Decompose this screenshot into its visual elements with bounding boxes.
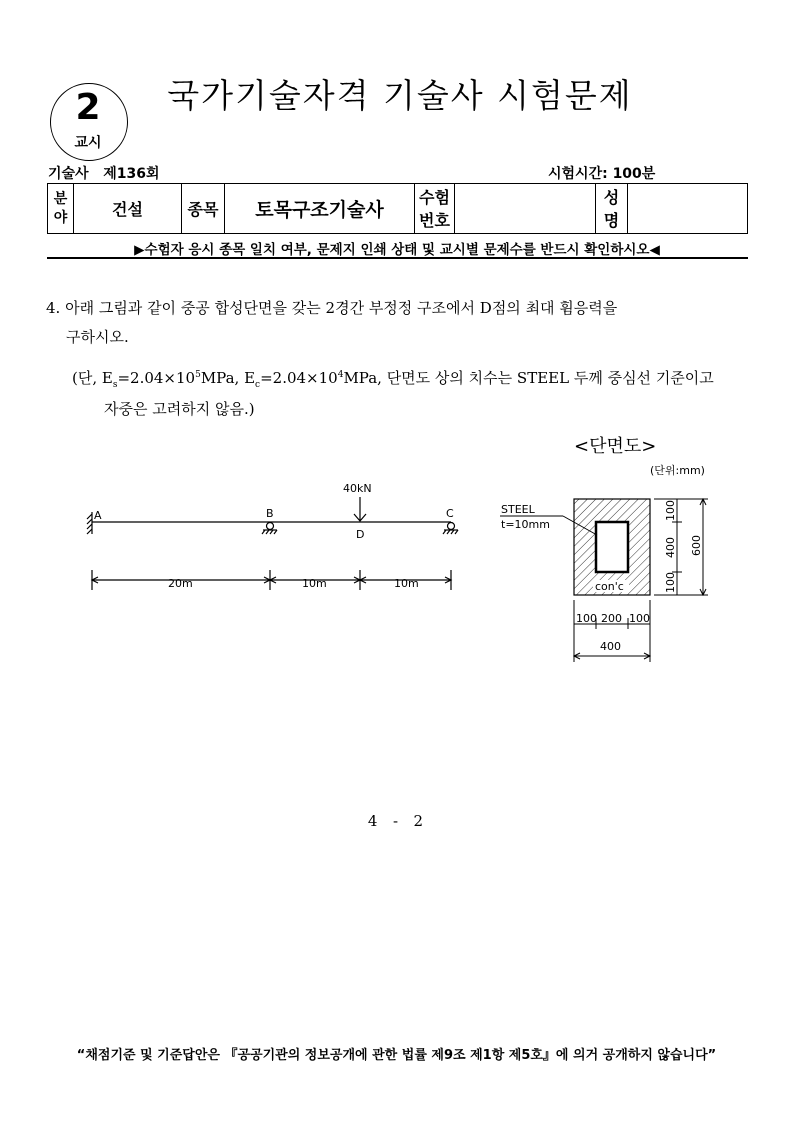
question-line-4: 자중은 고려하지 않음.)	[104, 400, 255, 418]
dim-top: 100	[664, 500, 677, 521]
page-title: 국가기술자격 기술사 시험문제	[167, 76, 633, 115]
field-value: 건설	[74, 184, 182, 234]
dim-bot: 100	[664, 572, 677, 593]
point-b-label: B	[266, 507, 274, 520]
field-label: 분 야	[48, 184, 74, 234]
load-label: 40kN	[343, 482, 372, 495]
exam-number-label: 수험 번호	[415, 184, 455, 234]
thickness-label: t=10mm	[501, 518, 550, 531]
unit-label: (단위:mm)	[650, 464, 705, 477]
exam-time: 시험시간: 100분	[548, 166, 656, 182]
footer-notice: “채점기준 및 기준답안은 『공공기관의 정보공개에 관한 법률 제9조 제1항 제5호』에 의거 공개하지 않습니다”	[76, 1048, 717, 1063]
point-c-label: C	[446, 507, 454, 520]
steel-tube	[596, 522, 628, 572]
session-label: 교시	[74, 135, 102, 151]
span-bd-label: 10m	[302, 577, 327, 590]
dim-mid: 400	[664, 537, 677, 558]
concrete-label: con'c	[595, 580, 624, 593]
dim-total-width: 400	[600, 640, 621, 653]
category-label: 종목	[182, 184, 225, 234]
section-title: <단면도>	[574, 436, 657, 457]
exam-round: 기술사 제136회	[48, 166, 160, 182]
name-label: 성 명	[596, 184, 628, 234]
session-number: 2	[75, 87, 101, 128]
span-ab-label: 20m	[168, 577, 193, 590]
page-number: 4 - 2	[367, 812, 426, 830]
question-line-2: 구하시오.	[66, 328, 129, 346]
point-d-label: D	[356, 528, 365, 541]
dim-total-height: 600	[690, 535, 703, 556]
dim-center: 200	[601, 612, 622, 625]
point-a-label: A	[94, 509, 102, 522]
dim-right: 100	[629, 612, 650, 625]
notice-banner: ▶수험자 응시 종목 일치 여부, 문제지 인쇄 상태 및 교시별 문제수를 반드시 확인하시오◀	[134, 242, 660, 258]
question-line-1: 4. 아래 그림과 같이 중공 합성단면을 갖는 2경간 부정정 구조에서 D점의 최대 휨응력을	[46, 299, 618, 317]
question-condition: (단, $E_s=2.04\times 10^5MPa$, $E_c=2.04\times 10^4MPa$, 단면도 상의 치수는 STEEL 두께 중심선 기준이고	[72, 369, 714, 390]
category-value: 토목구조기술사	[225, 184, 415, 234]
steel-label: STEEL	[501, 503, 535, 516]
span-dc-label: 10m	[394, 577, 419, 590]
dim-left: 100	[576, 612, 597, 625]
